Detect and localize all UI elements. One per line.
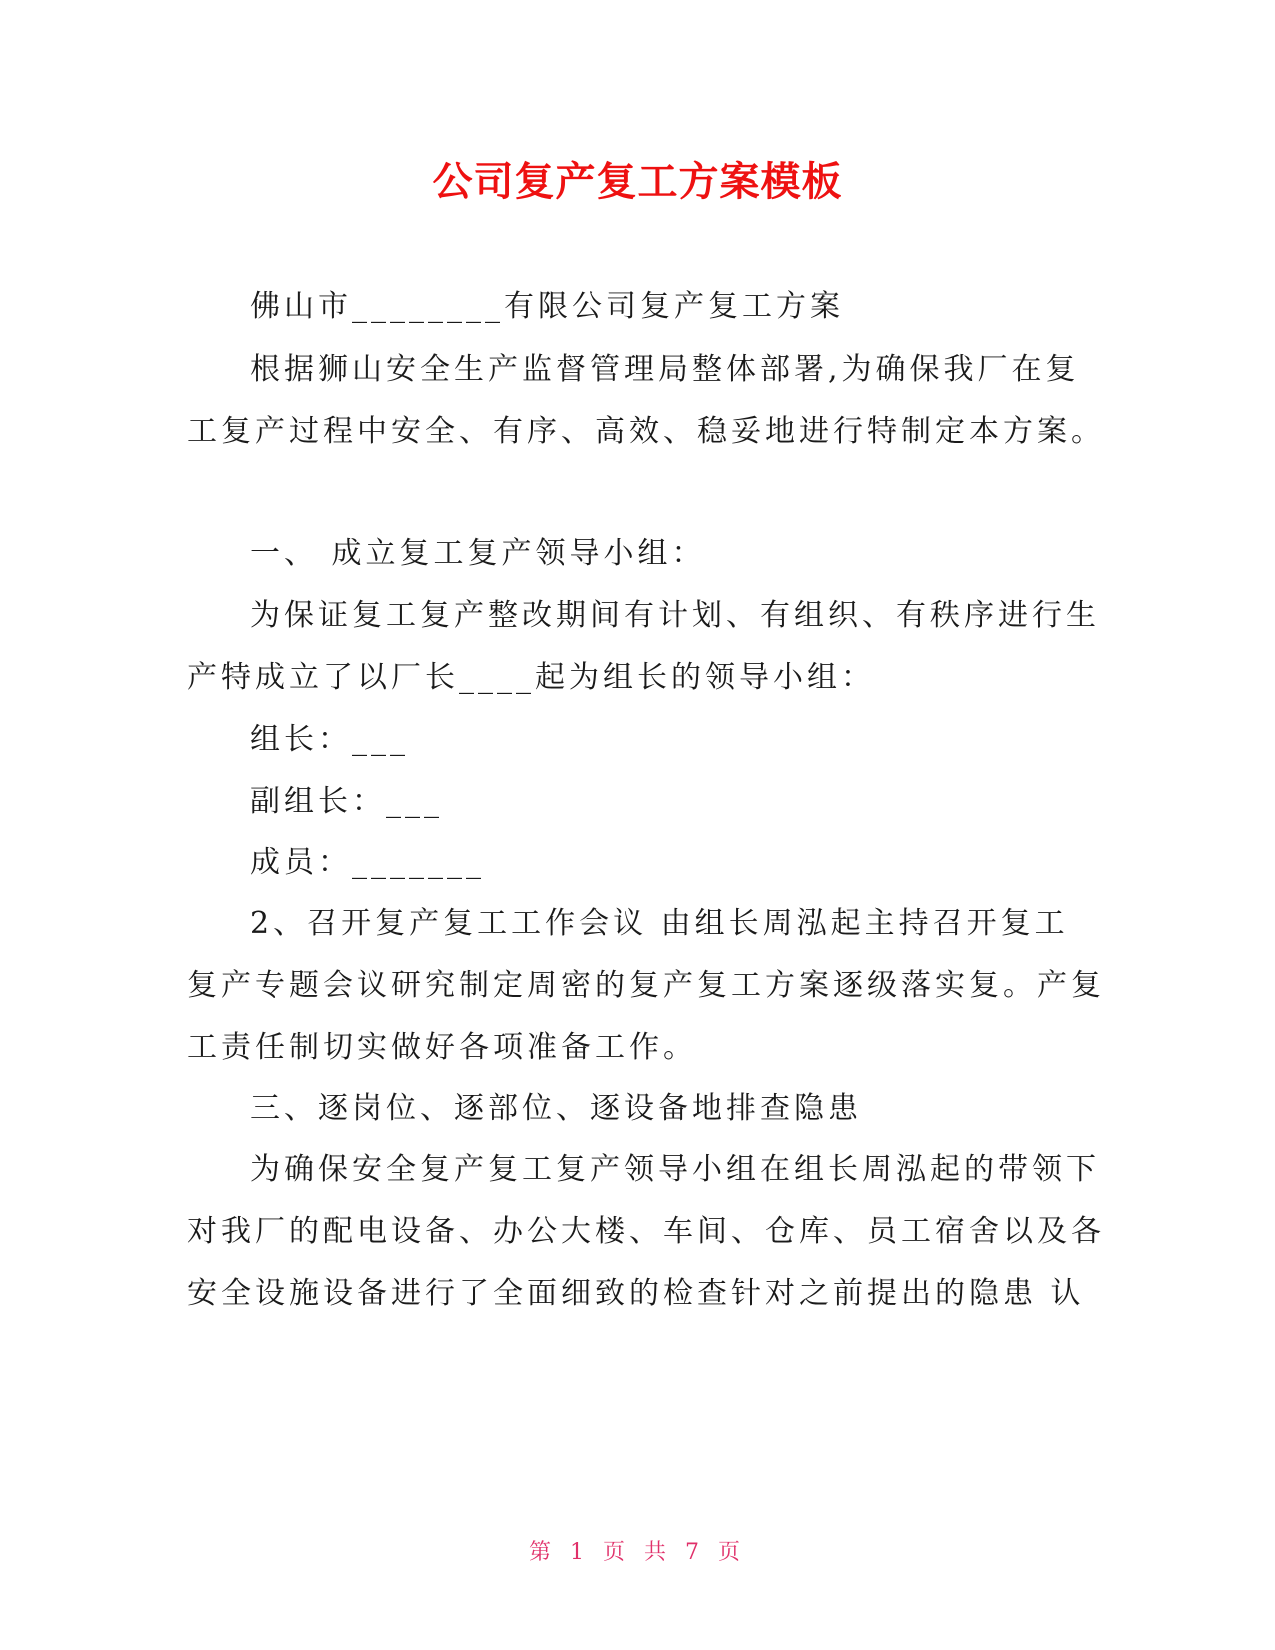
paragraph-line: 复产专题会议研究制定周密的复产复工方案逐级落实复。产复 [187,968,1105,1003]
paragraph-line: 对我厂的配电设备、办公大楼、车间、仓库、员工宿舍以及各 [187,1214,1105,1249]
document-title: 公司复产复工方案模板 [432,159,843,205]
paragraph-line: 产特成立了以厂长____起为组长的领导小组： [187,660,875,695]
paragraph-line: 安全设施设备进行了全面细致的检查针对之前提出的隐患 认 [187,1276,1085,1311]
paragraph-line: 根据狮山安全生产监督管理局整体部署,为确保我厂在复 [250,352,1080,387]
deputy-leader-line: 副组长：___ [250,784,443,819]
paragraph-line: 工责任制切实做好各项准备工作。 [187,1030,697,1065]
paragraph-line: 为保证复工复产整改期间有计划、有组织、有秩序进行生 [250,598,1100,633]
members-line: 成员：_______ [250,845,485,880]
company-plan-heading: 佛山市________有限公司复产复工方案 [250,289,844,324]
group-leader-line: 组长：___ [250,722,409,757]
paragraph-line: 为确保安全复产复工复产领导小组在组长周泓起的带领下 [250,1152,1100,1187]
section-heading-2: 2、召开复产复工工作会议 由组长周泓起主持召开复工 [250,906,1069,941]
paragraph-line: 工复产过程中安全、有序、高效、稳妥地进行特制定本方案。 [187,414,1105,449]
section-heading-3: 三、逐岗位、逐部位、逐设备地排查隐患 [250,1091,862,1126]
page-number-footer: 第 1 页 共 7 页 [529,1540,746,1565]
section-heading-1: 一、 成立复工复产领导小组： [250,536,706,571]
